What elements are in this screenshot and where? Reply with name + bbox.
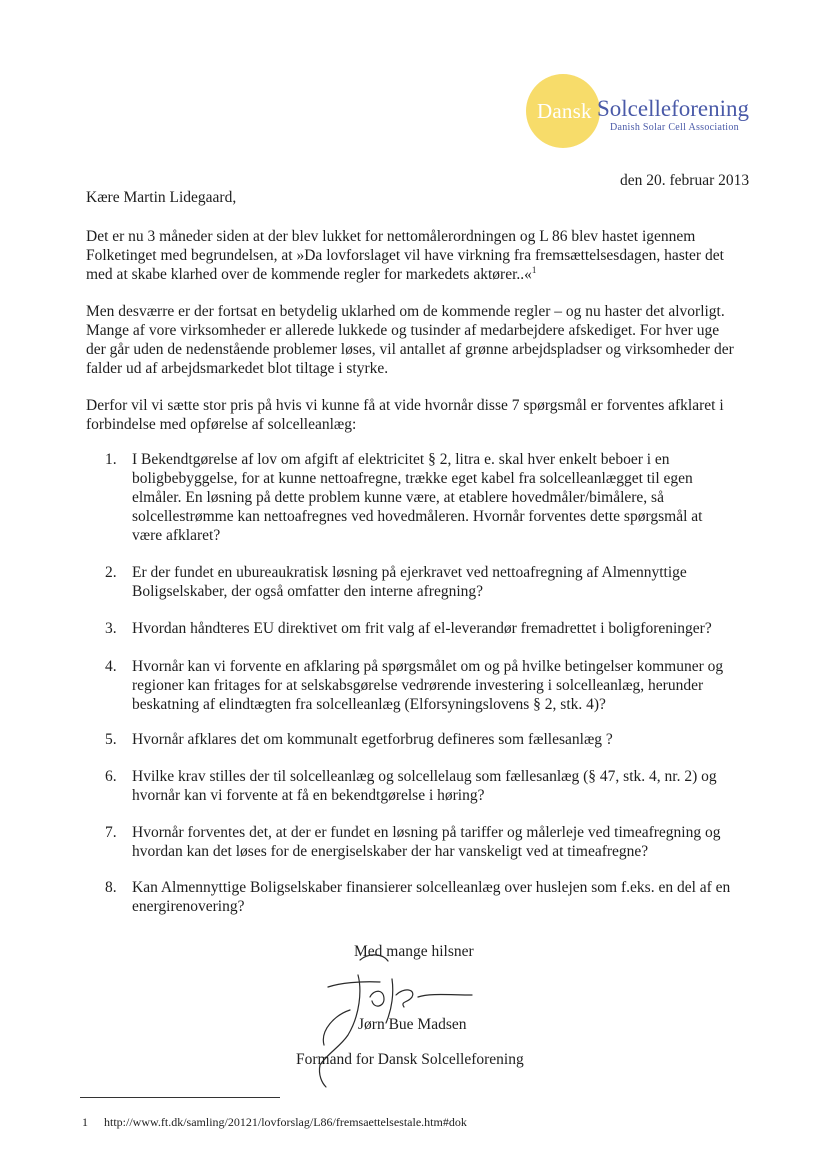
question-item — [86, 730, 766, 749]
footnote-divider — [80, 1097, 280, 1098]
question-item — [86, 823, 766, 861]
text-line: Hvornår forventes det, at der er fundet en løsning på tariffer og målerleje ved timeafregning og — [132, 824, 721, 841]
text-line: solcellestrømme kan nettoafregnes ved hovedmåleren. Hvornår forventes dette spørgsmål at — [132, 508, 703, 525]
association-logo — [526, 74, 756, 154]
signer-title: Formand for Dansk Solcelleforening — [296, 1051, 524, 1068]
logo-word-dansk: Dansk — [537, 99, 592, 123]
text-line: elmåler. En løsning på dette problem kunne være, at etablere hovedmåler/bimålere, så — [132, 489, 664, 506]
footnote-number: 1 — [82, 1115, 88, 1129]
text-line: Hvilke krav stilles der til solcelleanlæg og solcellelaug som fællesanlæg (§ 47, stk. 4, nr. 2) og — [132, 768, 717, 785]
paragraph-intro — [86, 227, 766, 284]
question-item — [86, 619, 766, 638]
text-line: Men desværre er der fortsat en betydelig uklarhed om de kommende regler – og nu haster det alvorligt. — [86, 303, 725, 320]
question-number: 2. — [105, 564, 117, 581]
logo-word-solcelleforening: Solcelleforening — [597, 96, 750, 121]
text-line: boligbebyggelse, for at kunne nettoafregne, trække eget kabel fra solcelleanlægget til egen — [132, 470, 693, 487]
closing-greeting: Med mange hilsner — [354, 943, 474, 960]
text-line: Boligselskaber, der også omfatter den interne afregning? — [132, 583, 484, 600]
question-number: 7. — [105, 824, 117, 841]
question-number: 5. — [105, 731, 117, 748]
paragraph-urgency — [86, 302, 766, 378]
text-line: Det er nu 3 måneder siden at der blev lukket for nettomålerordningen og L 86 blev hastet igennem — [86, 228, 696, 245]
footnote-link[interactable]: http://www.ft.dk/samling/20121/lovforslag/L86/fremsaettelsestale.htm#dok — [104, 1115, 467, 1129]
text-line: være afklaret? — [132, 527, 221, 544]
text-line: I Bekendtgørelse af lov om afgift af elektricitet § 2, litra e. skal hver enkelt beboer i en — [132, 451, 670, 468]
handwritten-signature — [300, 935, 500, 1095]
text-line: Derfor vil vi sætte stor pris på hvis vi kunne få at vide hvornår disse 7 spørgsmål er forventes afklaret i — [86, 397, 724, 414]
text-line: Hvornår afklares det om kommunalt egetforbrug defineres som fællesanlæg ? — [132, 731, 613, 748]
question-number: 1. — [105, 451, 117, 468]
text-line: hvordan kan det løses for de energiselskaber der har vanskeligt ved at timeafregne? — [132, 843, 649, 860]
paragraph-request — [86, 396, 766, 434]
question-item — [86, 563, 766, 601]
text-line: Folketinget med begrundelsen, at »Da lovforslaget vil have virkning fra fremsættelsesdagen, haster det — [86, 247, 724, 264]
salutation: Kære Martin Lidegaard, — [86, 189, 237, 206]
footnote-reference[interactable]: 1 — [531, 264, 537, 275]
question-item — [86, 450, 766, 545]
question-number: 3. — [105, 620, 117, 637]
question-item — [86, 767, 766, 805]
question-item — [86, 878, 766, 916]
text-line: Er der fundet en ubureaukratisk løsning på ejerkravet ved nettoafregning af Almennyttige — [132, 564, 687, 581]
question-number: 4. — [105, 658, 117, 675]
question-number: 6. — [105, 768, 117, 785]
text-line: forbindelse med opførelse af solcelleanlæg: — [86, 416, 357, 433]
text-line: falder ud af arbejdsmarkedet blot tiltage i styrke. — [86, 360, 389, 377]
text-line: energirenovering? — [132, 898, 245, 915]
text-line: med at skabe klarhed over de kommende regler for markedets aktører..« — [86, 266, 532, 283]
signer-name: Jørn Bue Madsen — [358, 1016, 467, 1033]
text-line: regioner kan fritages for at selskabsgørelse vedrørende investering i solcelleanlæg, herunder — [132, 677, 704, 694]
text-line: Mange af vore virksomheder er allerede lukkede og tusinder af medarbejdere afskediget. For hver uge — [86, 322, 720, 339]
text-line: der går uden de nedenstående problemer løses, vil antallet af grønne arbejdspladser og virksomheder der — [86, 341, 734, 358]
question-item — [86, 657, 766, 714]
text-line: Hvornår kan vi forvente en afklaring på spørgsmålet om og på hvilke betingelser kommuner og — [132, 658, 724, 675]
text-line: Hvordan håndteres EU direktivet om frit valg af el-leverandør fremadrettet i boligforeninger? — [132, 620, 712, 637]
text-line: beskatning af elindtægten fra solcelleanlæg (Elforsyningslovens § 2, stk. 4)? — [132, 696, 606, 713]
footnote — [82, 1115, 467, 1130]
text-line: Kan Almennyttige Boligselskaber finansierer solcelleanlæg over huslejen som f.eks. en del af en — [132, 879, 731, 896]
questions-list — [86, 450, 766, 916]
letter-date: den 20. februar 2013 — [620, 172, 750, 189]
text-line: hvornår kan vi forvente at få en bekendtgørelse i høring? — [132, 787, 485, 804]
logo-subtitle: Danish Solar Cell Association — [610, 122, 739, 133]
question-number: 8. — [105, 879, 117, 896]
